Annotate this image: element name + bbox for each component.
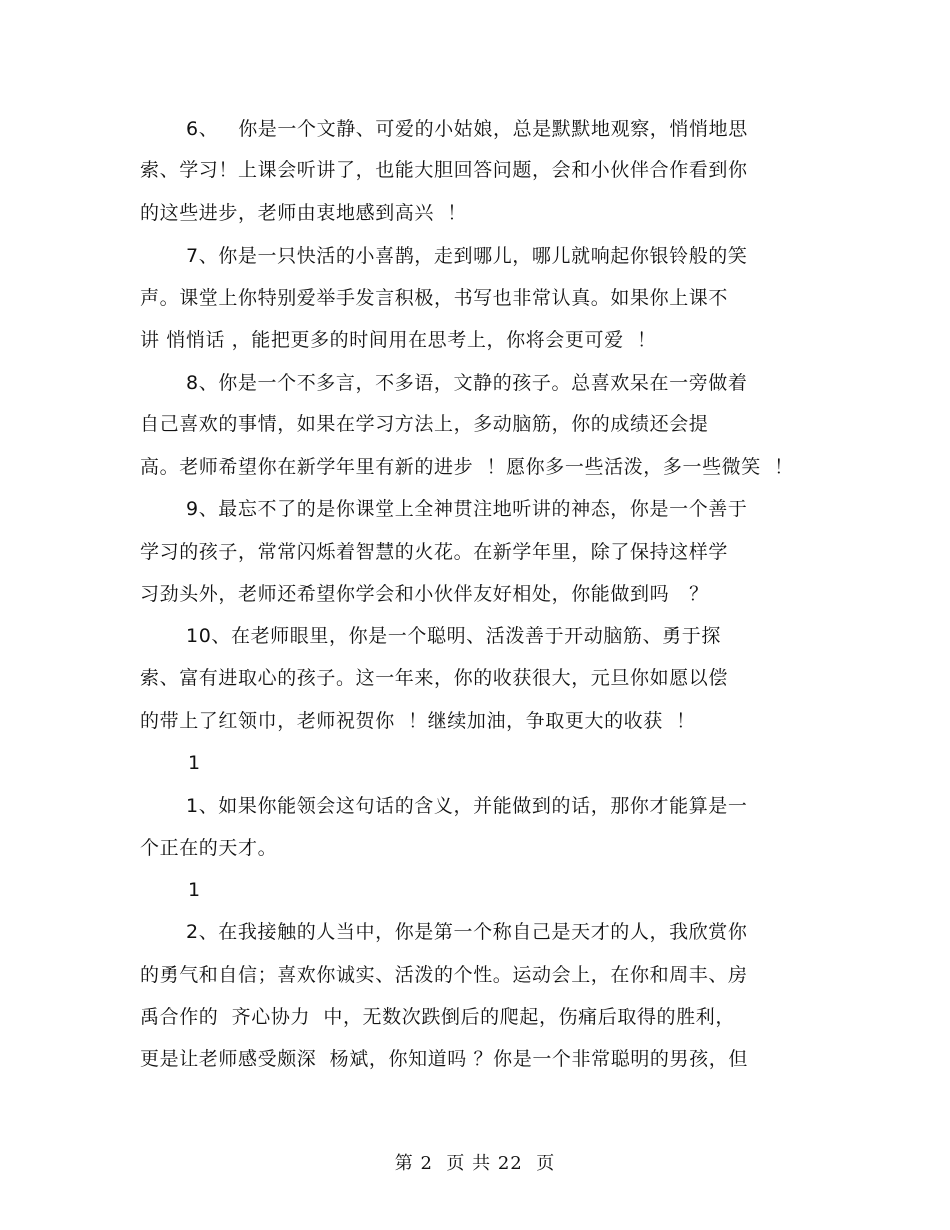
text-line: 2、在我接触的人当中，你是第一个称自己是天才的人，我欣赏你 (186, 921, 748, 943)
text-line: 自己喜欢的事情，如果在学习方法上，多动脑筋，你的成绩还会提 (140, 413, 709, 435)
text-line: 的这些进步，老师由衷地感到高兴 ！ (140, 202, 467, 224)
text-line: 索、学习！上课会听讲了，也能大胆回答问题，会和小伙伴合作看到你 (140, 159, 748, 181)
text-line: 9、最忘不了的是你课堂上全神贯注地听讲的神态，你是一个善于 (186, 498, 748, 520)
text-line: 的带上了红领巾，老师祝贺你 ！继续加油，争取更大的收获 ！ (140, 710, 696, 732)
text-line: 讲 悄悄话 ，能把更多的时间用在思考上，你将会更可爱 ！ (140, 329, 657, 351)
text-line: 更是让老师感受颇深 杨斌，你知道吗 ？你是一个非常聪明的男孩，但 (140, 1048, 748, 1070)
text-line: 1、如果你能领会这句话的含义，并能做到的话，那你才能算是一 (186, 795, 748, 817)
text-line: 6、 你是一个文静、可爱的小姑娘，总是默默地观察，悄悄地思 (186, 118, 748, 140)
text-line: 1 (188, 752, 201, 774)
text-line: 1 (188, 879, 201, 901)
text-line: 个正在的天才。 (140, 837, 278, 859)
text-line: 高。老师希望你在新学年里有新的进步 ！愿你多一些活泼，多一些微笑 ！ (140, 456, 794, 478)
text-line: 索、富有进取心的孩子。这一年来，你的收获很大，元旦你如愿以偿 (140, 667, 729, 689)
text-line: 习劲头外，老师还希望你学会和小伙伴友好相处，你能做到吗 ？ (140, 583, 709, 605)
text-line: 学习的孩子，常常闪烁着智慧的火花。在新学年里，除了保持这样学 (140, 541, 729, 563)
text-line: 10、在老师眼里，你是一个聪明、活泼善于开动脑筋、勇于探 (186, 625, 721, 647)
text-line: 的勇气和自信；喜欢你诚实、活泼的个性。运动会上，在你和周丰、房 (140, 964, 748, 986)
text-line: 7、你是一只快活的小喜鹊，走到哪儿，哪儿就响起你银铃般的笑 (186, 245, 748, 267)
text-line: 声。课堂上你特别爱举手发言积极，书写也非常认真。如果你上课不 (140, 287, 729, 309)
text-line: 8、你是一个不多言，不多语，文静的孩子。总喜欢呆在一旁做着 (186, 372, 748, 394)
page-number-footer: 第 2 页 共 22 页 (394, 1153, 556, 1174)
text-line: 禹合作的 齐心协力 中，无数次跌倒后的爬起，伤痛后取得的胜利， (140, 1006, 735, 1028)
